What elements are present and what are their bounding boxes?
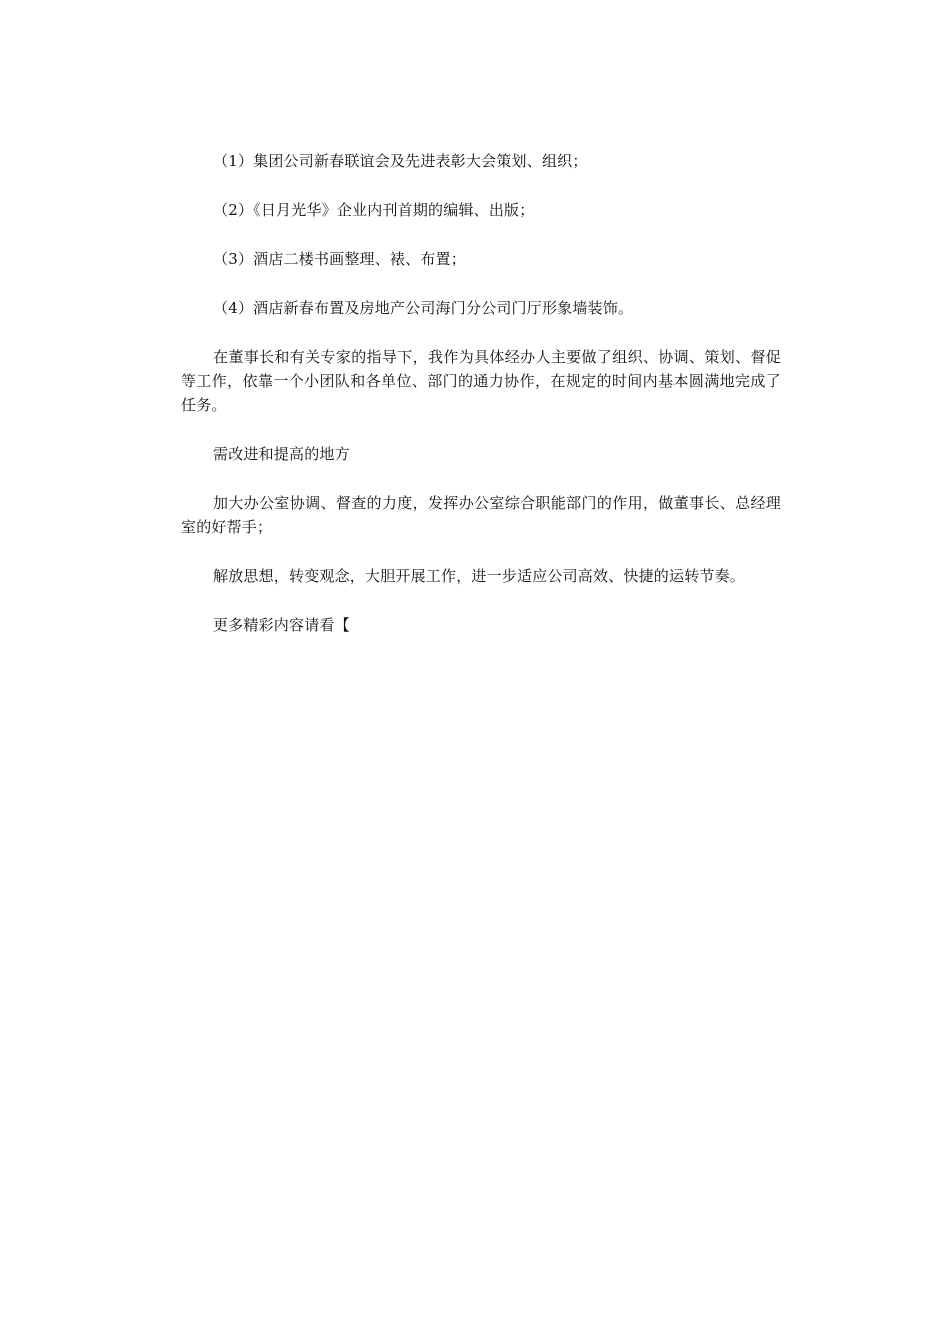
list-item-2: （2）《日月光华》企业内刊首期的编辑、出版； bbox=[213, 201, 535, 219]
document-body bbox=[181, 149, 781, 637]
list-item-3: （3）酒店二楼书画整理、裱、布置； bbox=[213, 250, 466, 268]
section-heading: 需改进和提高的地方 bbox=[213, 445, 350, 463]
paragraph-guidance: 在董事长和有关专家的指导下，我作为具体经办人主要做了组织、协调、策划、督促等工作，依靠一个小团队和各单位、部门的通力协作，在规定的时间内基本圆满地完成了任务。 bbox=[181, 348, 781, 414]
list-item-4: （4）酒店新春布置及房地产公司海门分公司门厅形象墙装饰。 bbox=[213, 299, 634, 317]
paragraph-improvement-2: 解放思想，转变观念，大胆开展工作，进一步适应公司高效、快捷的运转节奏。 bbox=[213, 567, 746, 585]
more-content-link-text: 更多精彩内容请看【 bbox=[213, 616, 350, 634]
paragraph-improvement-1: 加大办公室协调、督查的力度，发挥办公室综合职能部门的作用，做董事长、总经理室的好帮手； bbox=[181, 494, 781, 536]
list-item-1: （1）集团公司新春联谊会及先进表彰大会策划、组织； bbox=[213, 152, 588, 170]
